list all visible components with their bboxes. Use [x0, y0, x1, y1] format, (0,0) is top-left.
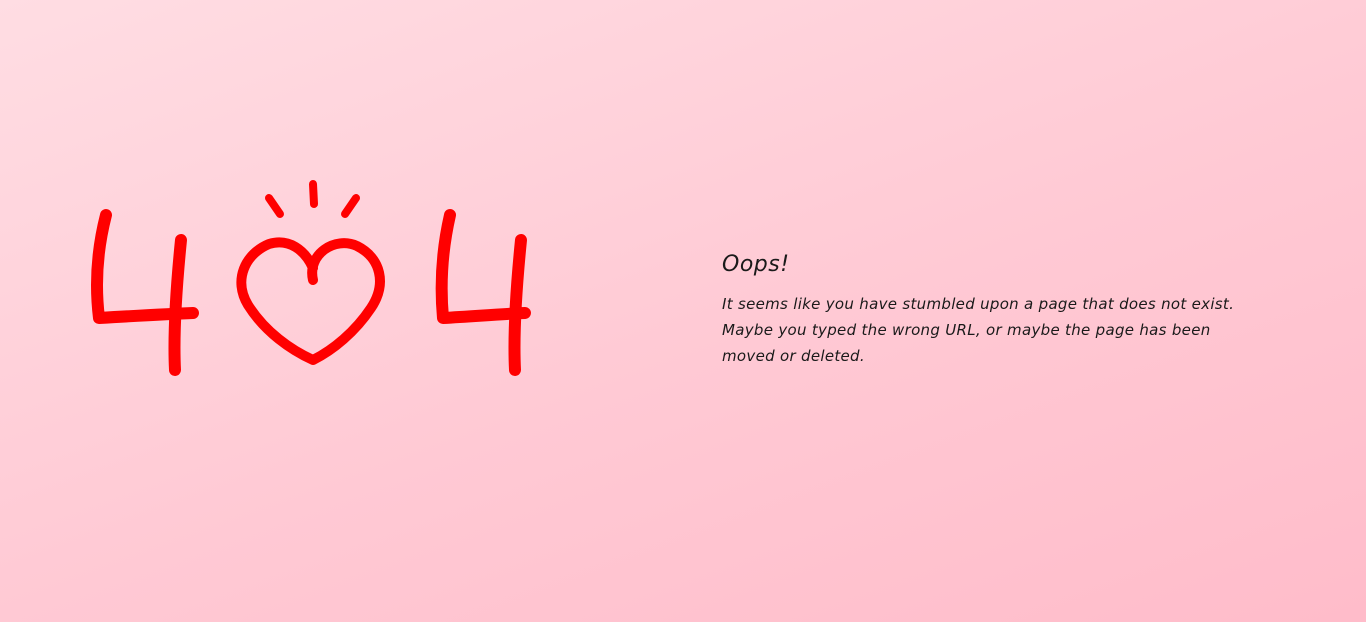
error-code-illustration	[85, 170, 545, 390]
error-message	[722, 252, 1262, 369]
digit-four-right	[442, 215, 525, 370]
digit-four-left	[97, 215, 193, 370]
sparkle-icon	[269, 184, 356, 214]
heart-icon	[241, 242, 380, 360]
error-heading: Oops!	[722, 252, 790, 277]
error-description: It seems like you have stumbled upon a page that does not exist. Maybe you typed the wrong URL, or maybe the page has been moved or deleted.	[722, 295, 1235, 365]
